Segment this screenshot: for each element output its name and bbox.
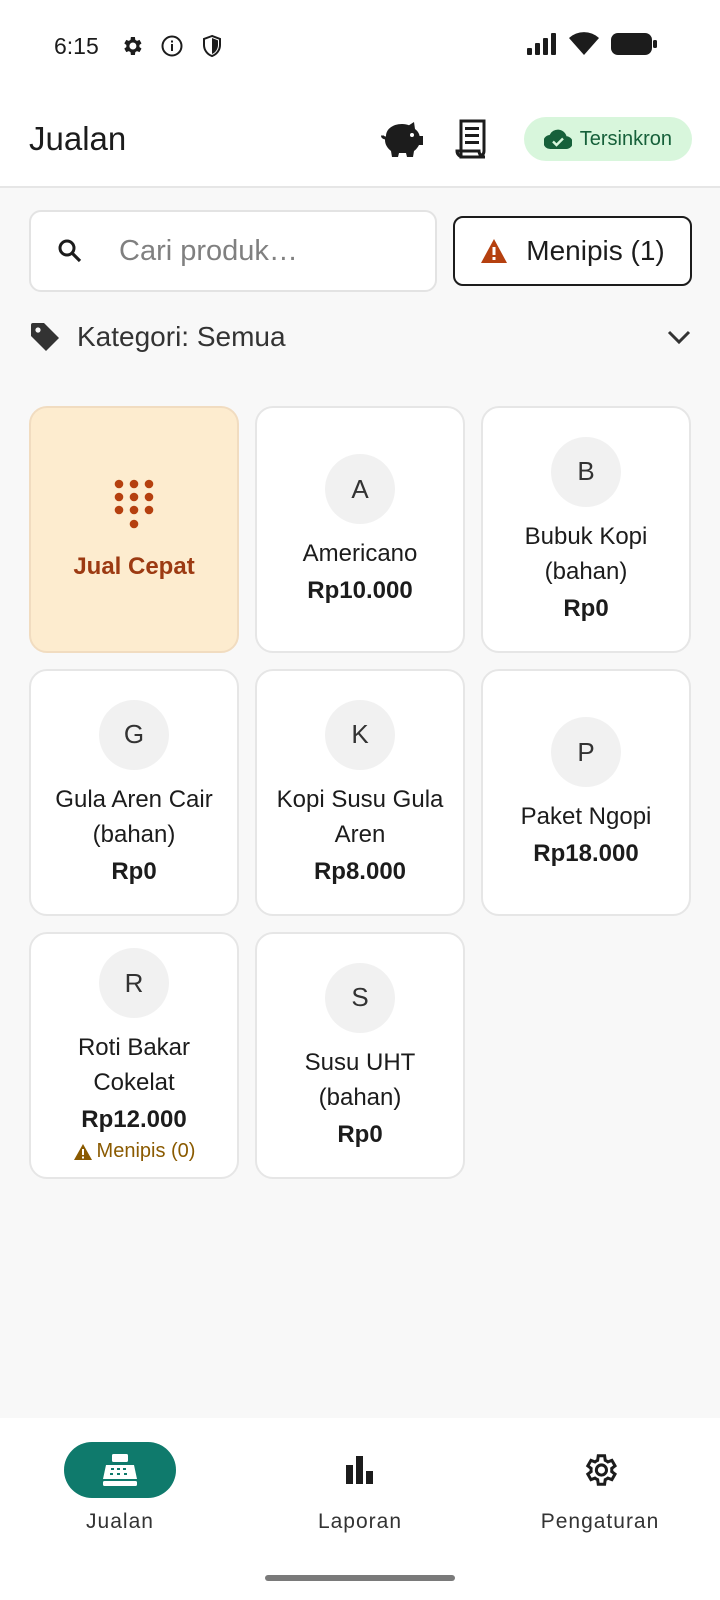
product-price: Rp10.000 [307,577,413,604]
search-box[interactable] [29,210,437,292]
bottom-navigation [0,1418,720,1600]
product-card[interactable] [481,406,691,653]
product-card[interactable] [29,669,239,916]
status-left [54,33,225,60]
product-avatar: R [99,948,169,1018]
product-name: Roti Bakar Cokelat [77,1034,191,1096]
product-avatar: A [325,454,395,524]
product-avatar: K [325,700,395,770]
signal-icon [526,32,558,61]
nav-pill-active [64,1442,176,1498]
status-bar [0,0,720,92]
battery-icon [610,31,658,62]
product-avatar: P [551,717,621,787]
product-price: Rp18.000 [533,840,639,867]
product-name: Bubuk Kopi (bahan) [524,522,648,585]
quick-sell-label: Jual Cepat [73,552,195,580]
category-dropdown[interactable] [29,312,692,362]
product-price: Rp0 [111,857,157,885]
nav-item-jualan[interactable] [0,1418,240,1600]
product-card[interactable] [255,406,465,653]
product-grid [29,406,692,1179]
nav-label: Laporan [317,1510,403,1533]
tag-icon [29,321,61,353]
bar-chart-icon [344,1455,376,1485]
product-card[interactable] [29,932,239,1179]
low-stock-warning [73,1140,196,1163]
sync-status-label: Tersinkron [579,127,672,150]
product-name: Paket Ngopi [520,803,652,830]
shield-status-icon [199,33,225,59]
nav-pill [304,1442,416,1498]
nav-item-laporan[interactable] [240,1418,480,1600]
low-stock-filter-button[interactable] [453,216,692,286]
product-price: Rp0 [337,1120,383,1148]
wifi-icon [568,31,600,62]
product-card[interactable] [255,932,465,1179]
status-right [526,31,658,62]
keypad-icon [113,479,155,533]
product-card[interactable] [255,669,465,916]
sync-status-chip[interactable] [524,117,692,161]
page-title: Jualan [29,120,127,157]
status-time: 6:15 [54,32,99,59]
product-avatar: B [551,437,621,507]
product-avatar: S [325,963,395,1033]
home-indicator[interactable] [265,1575,455,1581]
search-input[interactable] [119,235,399,268]
low-stock-warning-label: Menipis (0) [96,1140,196,1162]
quick-sell-card[interactable] [29,406,239,653]
product-price: Rp12.000 [81,1106,187,1133]
product-name: Susu UHT (bahan) [304,1048,416,1111]
nav-label: Pengaturan [540,1510,660,1533]
product-card[interactable] [481,669,691,916]
category-label: Kategori: Semua [77,321,286,352]
piggy-bank-icon [380,119,424,159]
cash-register-icon [102,1453,138,1487]
app-bar [0,92,720,188]
low-stock-filter-label: Menipis (1) [526,235,665,266]
receipt-button[interactable] [444,109,504,169]
product-price: Rp8.000 [313,857,407,885]
savings-button[interactable] [372,109,432,169]
settings-status-icon [119,33,145,59]
nav-label: Jualan [86,1510,154,1533]
nav-item-pengaturan[interactable] [480,1418,720,1600]
info-status-icon [159,33,185,59]
app-actions [372,109,692,169]
warning-icon [480,238,508,264]
warning-icon [73,1143,93,1161]
search-row [29,210,692,294]
search-icon [57,238,83,264]
cloud-check-icon [544,128,572,150]
chevron-down-icon [666,328,692,346]
product-name: Gula Aren Cair (bahan) [55,785,213,848]
product-price: Rp0 [563,594,609,622]
product-avatar: G [99,700,169,770]
nav-pill [544,1442,656,1498]
gear-icon [581,1451,619,1489]
product-name: Americano [302,540,418,567]
receipt-icon [454,118,494,160]
product-name: Kopi Susu Gula Aren [276,785,444,848]
